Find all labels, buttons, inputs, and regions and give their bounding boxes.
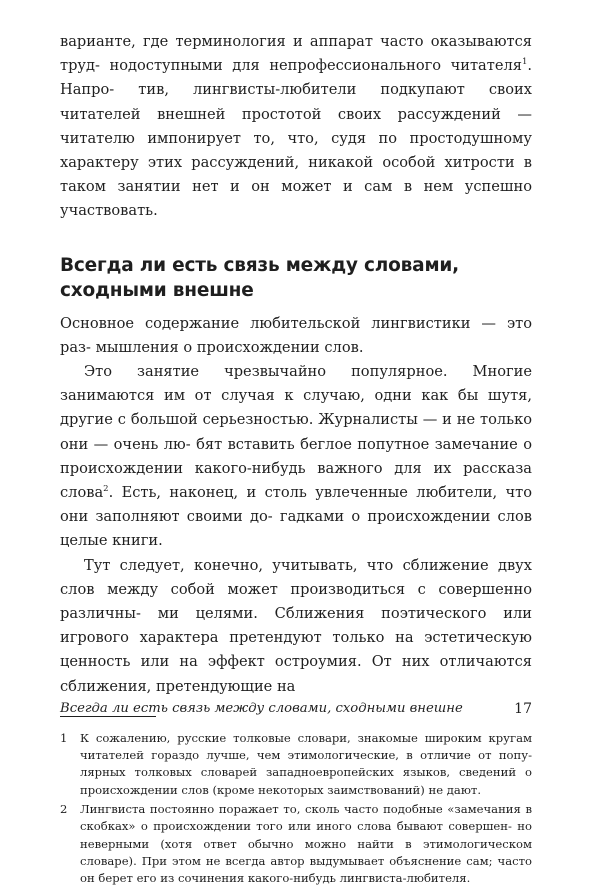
running-title: Всегда ли есть связь между словами, сходными внешне	[60, 701, 463, 716]
page-content	[60, 30, 532, 890]
footnote-2: 2 Лингвиста постоянно поражает то, сколь часто подобные «замечания в скобках» о происхождении того или иного слова бывают совершен- но неверными (хотя ответ обычно можно найти в этимологическом словаре). При этом не всегда автор выдумывает объяснение сам; часто он берет его из сочинения какого-нибудь лингвиста-любителя.	[60, 802, 532, 886]
paragraph-3: Тут следует, конечно, учитывать, что сближение двух слов между собой может производиться с совершенно различны- ми целями. Сближения поэтического или игрового характера претендуют только на эстетическую ценность или на эффект остроумия. От них отличаются сближения, претендующие на	[60, 556, 533, 695]
footnote-ref-1[interactable]: 1	[521, 57, 528, 68]
running-footer	[60, 700, 532, 718]
footnote-1: 1 К сожалению, русские толковые словари, знакомые широким кругам читателей гораздо лучше, чем этимологические, в отличие от попу- лярных толковых словарей западноевропейских языков, сведений о происхождении слов (кроме некоторых заимствований) не дают.	[60, 730, 532, 797]
footnote-number: 1	[60, 730, 68, 745]
page-number: 17	[514, 701, 532, 717]
paragraph-1: Основное содержание любительской лингвистики — это раз- мышления о происхождении слов.	[60, 314, 532, 356]
footnote-ref-2[interactable]: 2	[103, 484, 109, 495]
intro-paragraph: варианте, где терминология и аппарат часто оказываются труд- нодоступными для непрофессионального читателя$^1$. Напро- тив, лингвисты-любители подкупают своих читателей внешней простотой своих рассуждений — читателю импонирует то, что, судя по простодушному характеру этих рассуждений, никакой особой хитрости в таком занятии нет и он может и сам в нем успешно участвовать.	[60, 33, 533, 220]
paragraph-2: Это занятие чрезвычайно популярное. Многие занимаются им от случая к случаю, одни как бы шутя, другие с большой серьезностью. Журналисты — и не только они — очень лю- бят вставить беглое попутное замечание о происхождении какого-нибудь важного для их рассказа слова$^2$. Есть, наконец, и столь увлеченные любители, что они заполняют своими до- гадками о происхождении слов целые книги.	[60, 363, 533, 550]
section-heading: Всегда ли есть связь между словами, сходными внешне	[60, 254, 459, 301]
footnote-number: 2	[60, 802, 68, 817]
